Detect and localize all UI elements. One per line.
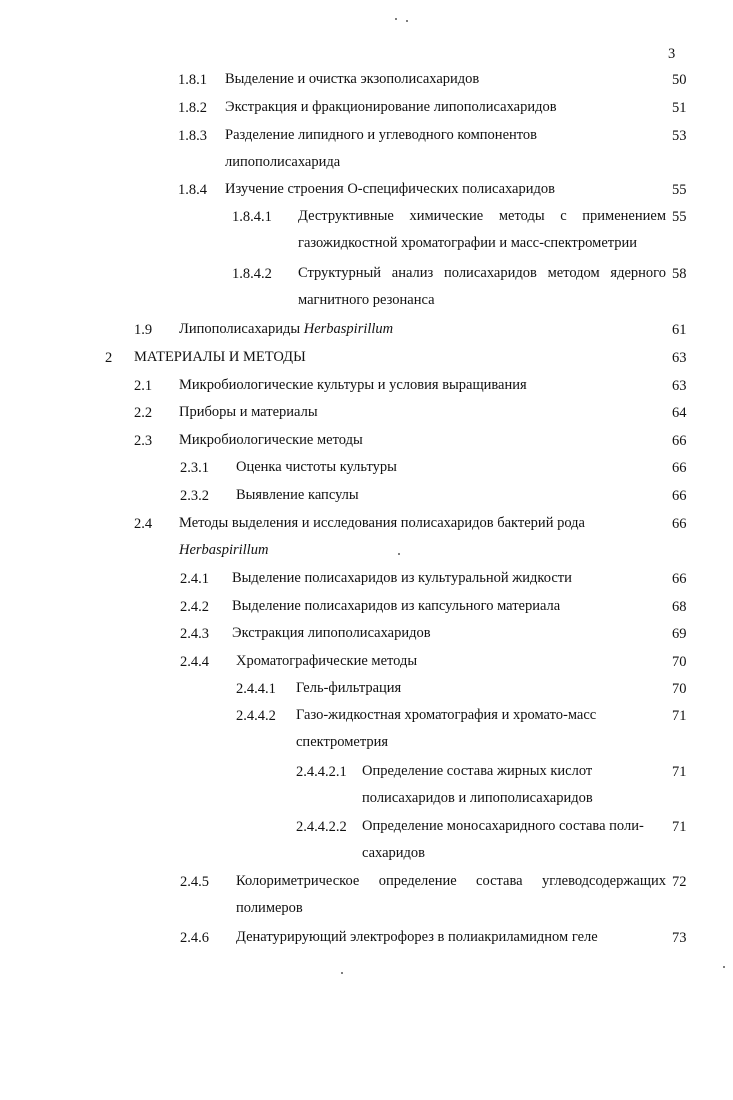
toc-title: Экстракция липополисахаридов	[232, 625, 431, 641]
toc-page: 64	[672, 405, 687, 421]
scan-speck	[723, 966, 725, 968]
toc-page: 66	[672, 571, 687, 587]
toc-number: 2.2	[134, 405, 153, 421]
toc-number: 2.4.2	[180, 599, 209, 615]
toc-number: 2.4.4.1	[236, 681, 276, 697]
toc-page: 55	[672, 182, 687, 198]
toc-title: Изучение строения О-специфических полисахаридов	[225, 181, 555, 197]
toc-page: 50	[672, 72, 687, 88]
toc-page: 55	[672, 209, 687, 225]
toc-page: 71	[672, 764, 687, 780]
toc-title: Колориметрическое определение состава углеводсодержащих полимеров	[236, 873, 666, 916]
toc-number: 2.3.1	[180, 460, 209, 476]
toc-number: 2.1	[134, 378, 153, 394]
toc-number: 2.4.4.2.2	[296, 819, 347, 835]
toc-page: 63	[672, 378, 687, 394]
toc-title-text: Липополисахариды	[179, 321, 304, 337]
toc-number: 2.4.4	[180, 654, 209, 670]
toc-title: Микробиологические методы	[179, 432, 363, 448]
toc-title: Оценка чистоты культуры	[236, 459, 397, 475]
toc-title: Определение моносахаридного состава поли-сахаридов	[362, 818, 644, 861]
toc-page: 66	[672, 433, 687, 449]
toc-title: Микробиологические культуры и условия выращивания	[179, 377, 527, 393]
toc-title-text: Методы выделения и исследования полисахаридов бактерий рода	[179, 515, 585, 531]
toc-number: 1.9	[134, 322, 153, 338]
toc-page: 66	[672, 488, 687, 504]
toc-page: 51	[672, 100, 687, 116]
toc-page: 61	[672, 322, 687, 338]
toc-number: 2.4	[134, 516, 153, 532]
scan-speck	[406, 20, 408, 22]
toc-number: 1.8.2	[178, 100, 207, 116]
page-number: 3	[668, 46, 676, 62]
toc-title: Хроматографические методы	[236, 653, 418, 669]
scan-speck	[398, 553, 400, 555]
toc-title-genus: Herbaspirillum	[303, 321, 394, 337]
toc-title: МАТЕРИАЛЫ И МЕТОДЫ	[134, 349, 306, 365]
toc-title: Разделение липидного и углеводного компонентов липополисахарида	[225, 127, 538, 170]
toc-number: 1.8.1	[178, 72, 207, 88]
toc-page: 66	[672, 516, 687, 532]
toc-page: 66	[672, 460, 687, 476]
toc-number: 2.4.6	[180, 930, 209, 946]
toc-title: Выделение и очистка экзополисахаридов	[225, 71, 480, 87]
toc-number: 2.4.4.2.1	[296, 764, 347, 780]
toc-page: 70	[672, 681, 687, 697]
toc-page: 58	[672, 266, 687, 282]
scan-speck	[395, 18, 397, 20]
scan-speck	[341, 972, 343, 974]
toc-page: 70	[672, 654, 687, 670]
toc-page: 69	[672, 626, 687, 642]
toc-number: 1.8.3	[178, 128, 207, 144]
toc-title-genus: Herbaspirillum	[179, 542, 269, 558]
toc-page: 68	[672, 599, 687, 615]
toc-title: Выделение полисахаридов из культуральной жидкости	[232, 570, 572, 586]
toc-page: 73	[672, 930, 687, 946]
toc-number: 2.4.5	[180, 874, 209, 890]
toc-title: Определение состава жирных кислот полисахаридов и липополисахаридов	[362, 763, 593, 806]
toc-title: Приборы и материалы	[179, 404, 318, 420]
toc-title	[179, 510, 649, 564]
toc-number: 1.8.4.2	[232, 266, 272, 282]
toc-title: Выявление капсулы	[236, 487, 359, 503]
toc-number: 2.3.2	[180, 488, 209, 504]
toc-number: 2.3	[134, 433, 153, 449]
toc-title: Денатурирующий электрофорез в полиакриламидном геле	[236, 929, 598, 945]
toc-number: 2.4.1	[180, 571, 209, 587]
toc-page: 63	[672, 350, 687, 366]
toc-title: Гель-фильтрация	[296, 680, 402, 696]
toc-number: 1.8.4.1	[232, 209, 272, 225]
toc-page: 72	[672, 874, 687, 890]
toc-title	[179, 316, 659, 343]
toc-title: Деструктивные химические методы с применением газожидкостной хроматографии и масс-спектрометрии	[298, 208, 666, 251]
toc-page: 71	[672, 819, 687, 835]
toc-page: 71	[672, 708, 687, 724]
toc-number: 2.4.4.2	[236, 708, 276, 724]
toc-number: 2	[105, 350, 113, 366]
toc-title: Выделение полисахаридов из капсульного материала	[232, 598, 561, 614]
toc-number: 1.8.4	[178, 182, 207, 198]
toc-title: Экстракция и фракционирование липополисахаридов	[225, 99, 557, 115]
toc-number: 2.4.3	[180, 626, 209, 642]
toc-title: Структурный анализ полисахаридов методом ядерного магнитного резонанса	[298, 265, 666, 308]
toc-page: 53	[672, 128, 687, 144]
toc-title: Газо-жидкостная хроматография и хромато-масс спектрометрия	[296, 707, 597, 750]
